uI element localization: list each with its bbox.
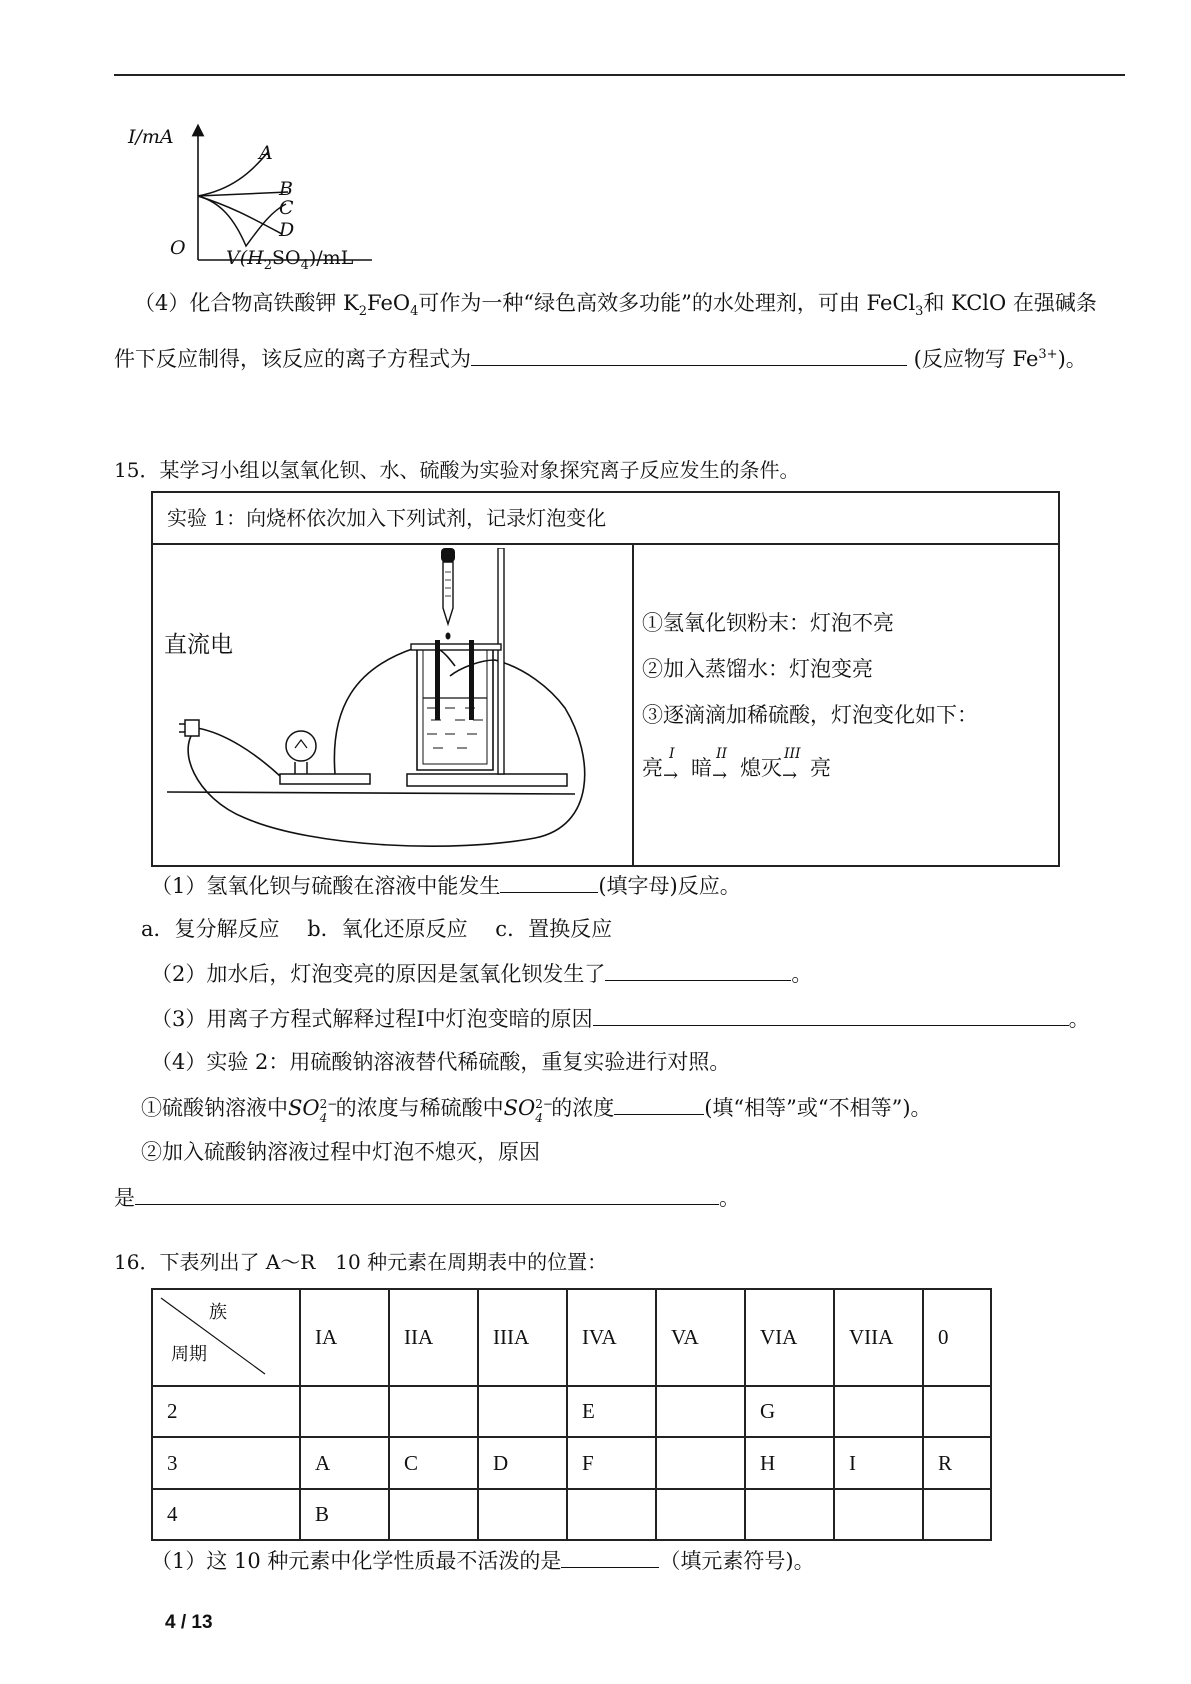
table-row: 2 E G <box>152 1386 991 1437</box>
bulb-change-chain: 亮 I → 暗 II → 熄灭 III → 亮 <box>642 746 831 786</box>
group-header: VIIA <box>834 1289 923 1386</box>
dc-power-label: 直流电 <box>164 632 233 658</box>
group-header: 0 <box>923 1289 991 1386</box>
q15-1: （1）氢氧化钡与硫酸在溶液中能发生 (填字母)反应。 <box>151 870 741 901</box>
q15-4-2-answer: 是 。 <box>114 1182 740 1213</box>
group-header: IVA <box>567 1289 656 1386</box>
answer-blank-q15-3[interactable] <box>593 1003 1069 1026</box>
answer-blank-q15-1[interactable] <box>500 870 598 893</box>
exp1-step-3: ③逐滴滴加稀硫酸，灯泡变化如下： <box>642 703 978 727</box>
page-number: 4 / 13 <box>165 1612 213 1633</box>
graph-origin: O <box>170 237 186 259</box>
q15-4-2: ②加入硫酸钠溶液过程中灯泡不熄灭，原因 <box>141 1140 540 1164</box>
q14-4-line1: （4）化合物高铁酸钾 $K_2FeO_4$可作为一种“绿色高效多功能”的水处理剂，可由 FeCl$_3$和 KClO 在强碱条 <box>134 291 1097 320</box>
table-row: 4 B <box>152 1489 991 1540</box>
exp1-step-2: ②加入蒸馏水：灯泡变亮 <box>642 657 873 681</box>
q15-4-1: ①硫酸钠溶液中SO 2− 4 的浓度与稀硫酸中SO 2− 4 的浓度 (填“相等”或“不相等”)。 <box>141 1092 932 1123</box>
group-header: IIIA <box>478 1289 567 1386</box>
graph-x-label: $V(H_2SO_4)/mL$ <box>226 247 354 273</box>
periodic-table-excerpt <box>151 1288 992 1541</box>
table-row: 3 A C D F H I R <box>152 1437 991 1489</box>
q15-1-options: a．复分解反应 b．氧化还原反应 c．置换反应 <box>141 917 613 941</box>
q15-4: （4）实验 2：用硫酸钠溶液替代稀硫酸，重复实验进行对照。 <box>151 1050 731 1074</box>
q14-4-line2: 件下反应制得，该反应的离子方程式为 (反应物写 $Fe^{3+}$)。 <box>114 340 1087 374</box>
curve-label-b: B <box>279 178 293 200</box>
q16-1: （1）这 10 种元素中化学性质最不活泼的是 （填元素符号)。 <box>151 1545 815 1576</box>
curve-a <box>198 152 268 196</box>
answer-blank-q14-4[interactable] <box>471 343 907 366</box>
group-header: VIA <box>745 1289 834 1386</box>
experiment-1-header: 实验 1：向烧杯依次加入下列试剂，记录灯泡变化 <box>167 506 607 530</box>
q16-stem: 16．下表列出了 A～R 10 种元素在周期表中的位置： <box>114 1250 608 1274</box>
curve-c <box>198 196 286 246</box>
group-header: IA <box>300 1289 389 1386</box>
q15-3: （3）用离子方程式解释过程I中灯泡变暗的原因 。 <box>151 1003 1090 1034</box>
q15-2: （2）加水后，灯泡变亮的原因是氢氧化钡发生了 。 <box>151 958 812 989</box>
exp1-step-1: ①氢氧化钡粉末：灯泡不亮 <box>642 611 894 635</box>
curve-label-a: A <box>259 142 273 164</box>
answer-blank-q16-1[interactable] <box>561 1545 659 1568</box>
curve-label-d: D <box>279 219 295 241</box>
answer-blank-q15-4-2[interactable] <box>135 1182 719 1205</box>
q15-stem: 15．某学习小组以氢氧化钡、水、硫酸为实验对象探究离子反应发生的条件。 <box>114 458 800 482</box>
answer-blank-q15-4-1[interactable] <box>614 1092 704 1115</box>
group-header: IIA <box>389 1289 478 1386</box>
graph-y-label: I/mA <box>128 126 174 148</box>
conductivity-apparatus <box>155 548 629 860</box>
table-corner-cell: 族 周期 <box>152 1289 300 1386</box>
group-header: VA <box>656 1289 745 1386</box>
curve-label-c: C <box>279 197 294 219</box>
header-rule <box>114 74 1125 76</box>
answer-blank-q15-2[interactable] <box>605 958 791 981</box>
